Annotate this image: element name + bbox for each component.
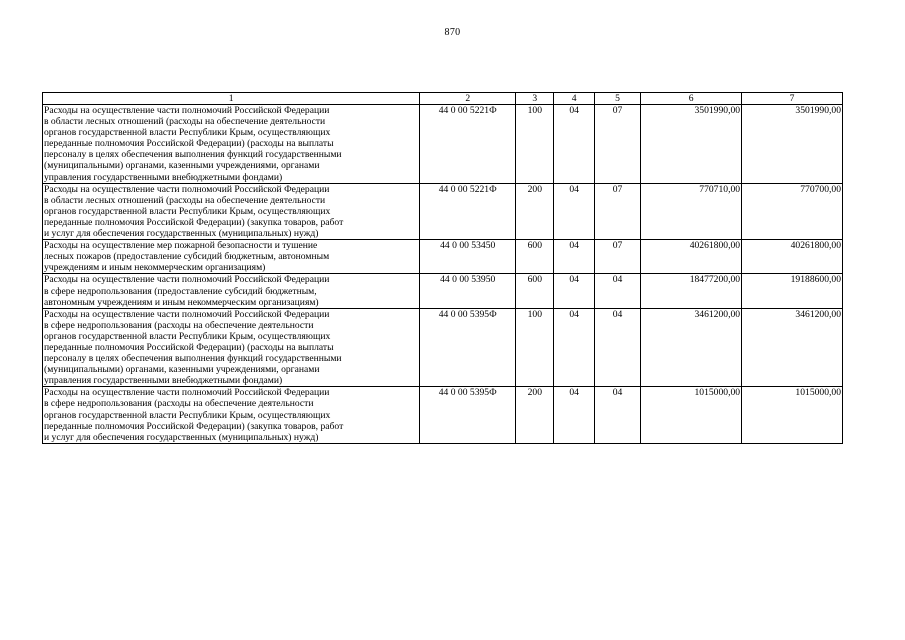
target-article-code: 44 0 00 5221Ф [420,105,516,184]
amount-column-6: 18477200,00 [641,274,742,308]
column-header: 6 [641,93,742,105]
description-line: в сфере недропользования (предоставление субсидий бюджетным, [44,285,317,297]
expense-type-code: 200 [516,387,554,443]
amount-column-7: 19188600,00 [742,274,843,308]
description-line: управления государственными внебюджетными фондами) [44,375,283,387]
expense-type-code: 600 [516,274,554,308]
description-line: органов государственной власти Республики Крым, осуществляющих [44,330,331,342]
description-line: лесных пожаров (предоставление субсидий бюджетным, автономным [44,251,330,263]
section-code: 04 [554,308,594,387]
subsection-code: 04 [594,308,640,387]
section-code: 04 [554,240,594,274]
subsection-code: 04 [594,274,640,308]
description-line: Расходы на осуществление части полномочий Российской Федерации [44,274,330,286]
description-line: органов государственной власти Республики Крым, осуществляющих [44,409,331,421]
expense-type-code: 100 [516,308,554,387]
description-line: в области лесных отношений (расходы на обеспечение деятельности [44,194,326,206]
description-line: персоналу в целях обеспечения выполнения функций государственными [44,353,342,365]
description-line: и услуг для обеспечения государственных (муниципальных) нужд) [44,431,319,443]
amount-column-6: 3501990,00 [641,105,742,184]
description-line: и услуг для обеспечения государственных (муниципальных) нужд) [44,228,319,240]
table-row [43,387,843,443]
description-line: органов государственной власти Республики Крым, осуществляющих [44,205,331,217]
section-code: 04 [554,387,594,443]
description-line: Расходы на осуществление части полномочий Российской Федерации [44,308,330,320]
target-article-code: 44 0 00 53950 [420,274,516,308]
description-line: переданные полномочия Российской Федерации) (закупка товаров, работ [44,216,344,228]
column-header: 2 [420,93,516,105]
table-row [43,240,843,274]
expense-type-code: 200 [516,183,554,239]
description-line: переданные полномочия Российской Федерации) (закупка товаров, работ [44,420,344,432]
column-header: 5 [594,93,640,105]
table-row [43,274,843,308]
column-header: 4 [554,93,594,105]
description-line: персоналу в целях обеспечения выполнения функций государственными [44,149,342,161]
expense-type-code: 600 [516,240,554,274]
description-line: Расходы на осуществление части полномочий Российской Федерации [44,105,330,116]
amount-column-6: 40261800,00 [641,240,742,274]
description-line: Расходы на осуществление части полномочий Российской Федерации [44,387,330,399]
section-code: 04 [554,105,594,184]
description-line: переданные полномочия Российской Федерации) (расходы на выплаты [44,138,334,150]
description-line: (муниципальными) органами, казенными учреждениями, органами [44,160,320,172]
amount-column-6: 770710,00 [641,183,742,239]
expense-description [43,387,420,443]
description-line: органов государственной власти Республики Крым, осуществляющих [44,127,331,139]
expense-description [43,183,420,239]
amount-column-7: 1015000,00 [742,387,843,443]
target-article-code: 44 0 00 5395Ф [420,308,516,387]
description-line: Расходы на осуществление части полномочий Российской Федерации [44,183,330,195]
amount-column-6: 1015000,00 [641,387,742,443]
expense-description [43,308,420,387]
table-row [43,183,843,239]
description-line: в области лесных отношений (расходы на обеспечение деятельности [44,116,326,128]
expense-type-code: 100 [516,105,554,184]
target-article-code: 44 0 00 5221Ф [420,183,516,239]
amount-column-6: 3461200,00 [641,308,742,387]
amount-column-7: 3461200,00 [742,308,843,387]
description-line: учреждениям и иным некоммерческим организациям) [44,262,266,274]
subsection-code: 07 [594,240,640,274]
table-header-row [43,93,843,105]
amount-column-7: 770700,00 [742,183,843,239]
section-code: 04 [554,274,594,308]
description-line: в сфере недропользования (расходы на обеспечение деятельности [44,398,314,410]
section-code: 04 [554,183,594,239]
column-header: 3 [516,93,554,105]
amount-column-7: 3501990,00 [742,105,843,184]
page-number: 870 [444,27,461,38]
target-article-code: 44 0 00 5395Ф [420,387,516,443]
target-article-code: 44 0 00 53450 [420,240,516,274]
expense-description [43,240,420,274]
description-line: (муниципальными) органами, казенными учреждениями, органами [44,364,320,376]
expense-description [43,274,420,308]
description-line: управления государственными внебюджетными фондами) [44,171,283,183]
column-header: 1 [43,93,420,105]
subsection-code: 04 [594,387,640,443]
description-line: в сфере недропользования (расходы на обеспечение деятельности [44,319,314,331]
description-line: переданные полномочия Российской Федерации) (расходы на выплаты [44,341,334,353]
table-row [43,308,843,387]
amount-column-7: 40261800,00 [742,240,843,274]
subsection-code: 07 [594,183,640,239]
description-line: автономным учреждениям и иным некоммерческим организациям) [44,296,319,308]
description-line: Расходы на осуществление мер пожарной безопасности и тушение [44,240,318,252]
table-row [43,105,843,184]
subsection-code: 07 [594,105,640,184]
expense-description [43,105,420,184]
budget-table [42,92,843,444]
column-header: 7 [742,93,843,105]
